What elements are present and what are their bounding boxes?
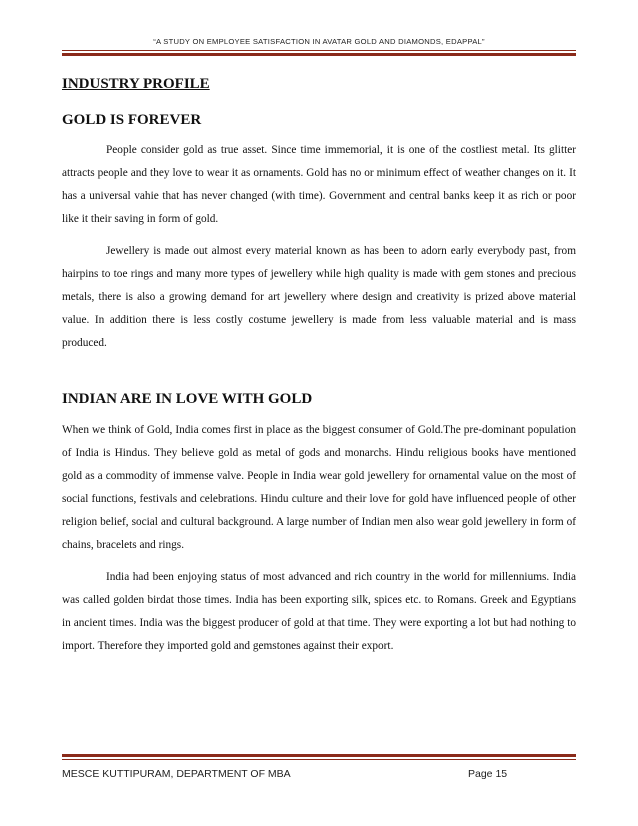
section-heading-gold-is-forever: GOLD IS FOREVER (62, 112, 202, 128)
page-title: INDUSTRY PROFILE (62, 76, 210, 92)
footer-rule-thick (62, 754, 576, 757)
footer-rule-thin (62, 759, 576, 760)
paragraph: India had been enjoying status of most advanced and rich country in the world for millenniums. India was called golden birdat those times. India has been exporting silk, spices etc. to Romans. Greek and Egyptians in ancient times. India was the biggest producer of gold at that time. They were exporting a lot but had nothing to import. Therefore they imported gold and gemstones against their export. (62, 571, 576, 652)
section-heading-indian-love-gold: INDIAN ARE IN LOVE WITH GOLD (62, 391, 313, 407)
header-rule-thick (62, 53, 576, 56)
paragraph: People consider gold as true asset. Since time immemorial, it is one of the costliest metal. Its glitter attracts people and they love to wear it as ornaments. Gold has no or minimum effect of weather changes on it. It has a universal vahie that has never changed (with time). Government and central banks keep it as rich or poor like it their saving in form of gold. (62, 144, 576, 225)
header-rule-thin (62, 50, 576, 51)
page-content (62, 68, 576, 667)
running-header: “A STUDY ON EMPLOYEE SATISFACTION IN AVATAR GOLD AND DIAMONDS, EDAPPAL” (153, 37, 485, 46)
footer-institution: MESCE KUTTIPURAM, DEPARTMENT OF MBA (62, 768, 291, 780)
paragraph: When we think of Gold, India comes first in place as the biggest consumer of Gold.The pre-dominant population of India is Hindus. They believe gold as metal of gods and monarchs. Hindu religious books have mentioned gold as a commodity of immense valve. People in India wear gold jewellery for ornamental value on the most of social functions, festivals and celebrations. Hindu culture and their love for gold have influenced people of other religion belief, social and cultural background. A large number of Indian men also wear gold jewellery in form of chains, bracelets and rings. (62, 424, 576, 551)
page-number: Page 15 (468, 768, 508, 780)
paragraph: Jewellery is made out almost every material known as has been to adorn early everybody past, from hairpins to toe rings and many more types of jewellery while high quality is made with gem stones and precious metals, there is also a growing demand for art jewellery where design and creativity is prized above material value. In addition there is less costly costume jewellery is made from less valuable material and is mass produced. (62, 245, 576, 349)
